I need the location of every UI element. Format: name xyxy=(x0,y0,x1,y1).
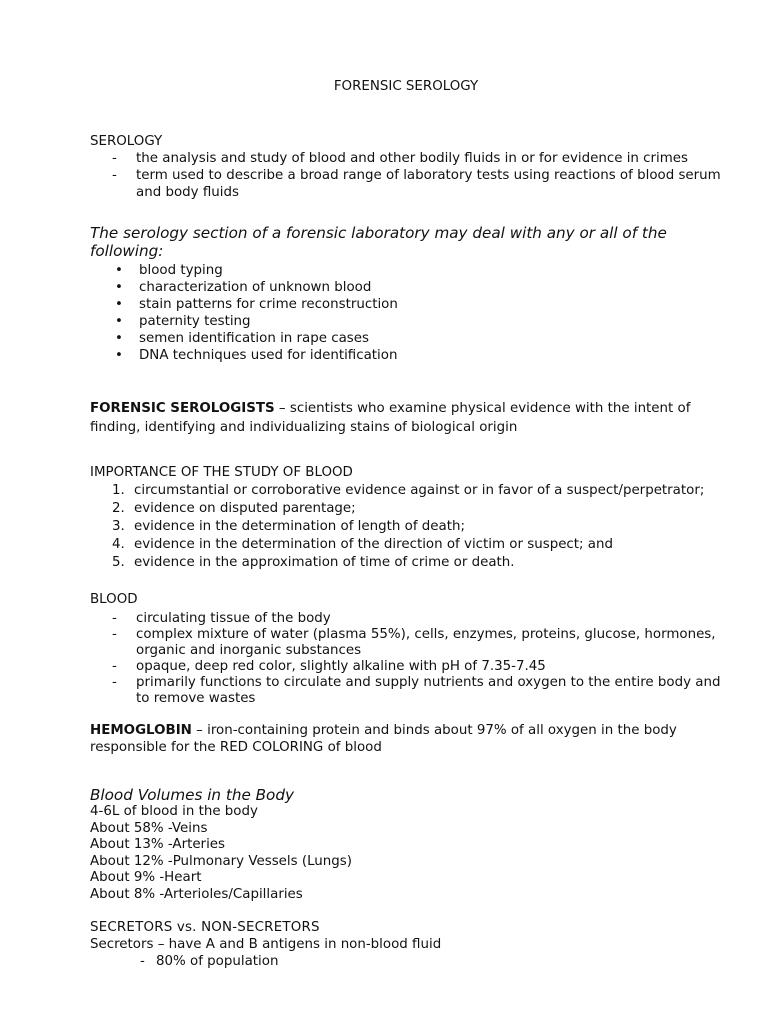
importance-section xyxy=(90,464,730,572)
list-item: - term used to describe a broad range of laboratory tests using reactions of blood serum and body fluids xyxy=(112,168,721,200)
list-item: 3. evidence in the determination of length of death; xyxy=(112,519,465,534)
list-item: • blood typing xyxy=(115,263,223,278)
volume-line: About 12% -Pulmonary Vessels (Lungs) xyxy=(90,853,352,869)
volume-line: About 8% -Arterioles/Capillaries xyxy=(90,886,303,902)
list-item: - the analysis and study of blood and other bodily fluids in or for evidence in crimes xyxy=(112,151,689,166)
page-title: FORENSIC SEROLOGY xyxy=(333,79,479,94)
secretors-heading: SECRETORS vs. NON-SECRETORS xyxy=(90,920,320,935)
list-item: - primarily functions to circulate and supply nutrients and oxygen to the entire body and to remove wastes xyxy=(112,675,721,706)
dash-marker: - xyxy=(112,168,117,183)
lab-section xyxy=(90,224,730,364)
serology-list xyxy=(90,150,730,201)
list-item: 2. evidence on disputed parentage; xyxy=(112,501,356,516)
serology-section xyxy=(90,133,730,201)
dash-marker: - xyxy=(112,675,117,690)
bullet-marker: • xyxy=(115,280,123,295)
dash-marker: - xyxy=(112,627,117,642)
secretors-line: Secretors – have A and B antigens in non-blood fluid xyxy=(90,937,442,952)
number-marker: 5. xyxy=(112,555,125,570)
list-item: - circulating tissue of the body xyxy=(112,611,331,626)
secretors-section xyxy=(90,919,730,970)
hemoglobin-term: HEMOGLOBIN xyxy=(90,723,192,738)
list-item: • semen identification in rape cases xyxy=(115,331,369,346)
dash-marker: - xyxy=(112,611,117,626)
list-item: - 80% of population xyxy=(140,954,279,969)
importance-list xyxy=(90,482,730,572)
volume-line: 4-6L of blood in the body xyxy=(90,804,258,819)
importance-heading: IMPORTANCE OF THE STUDY OF BLOOD xyxy=(90,465,353,480)
bullet-marker: • xyxy=(115,314,123,329)
number-marker: 4. xyxy=(112,537,125,552)
lab-section-lead: The serology section of a forensic laboratory may deal with any or all of the following: xyxy=(90,224,667,260)
serology-heading: SEROLOGY xyxy=(90,134,163,149)
list-item: 4. evidence in the determination of the direction of victim or suspect; and xyxy=(112,537,614,552)
list-item: 1. circumstantial or corroborative evidence against or in favor of a suspect/perpetrator; xyxy=(112,483,705,498)
volume-line: About 58% -Veins xyxy=(90,820,208,836)
dash-marker: - xyxy=(112,151,117,166)
list-item: • characterization of unknown blood xyxy=(115,280,372,295)
lab-section-list xyxy=(90,262,730,364)
hemoglobin-paragraph xyxy=(90,722,730,756)
bullet-marker: • xyxy=(115,263,123,278)
volumes-section xyxy=(90,787,730,904)
list-item: • stain patterns for crime reconstruction xyxy=(115,297,398,312)
list-item: - complex mixture of water (plasma 55%), cells, enzymes, proteins, glucose, hormones, organic and inorganic substances xyxy=(112,627,716,658)
list-item: 5. evidence in the approximation of time of crime or death. xyxy=(112,555,515,570)
bullet-marker: • xyxy=(115,348,123,363)
dash-marker: - xyxy=(140,954,145,969)
list-item: • DNA techniques used for identification xyxy=(115,348,398,363)
blood-list xyxy=(90,611,730,707)
number-marker: 3. xyxy=(112,519,125,534)
volume-line: About 13% -Arteries xyxy=(90,837,225,853)
blood-section xyxy=(90,592,730,707)
blood-heading: BLOOD xyxy=(90,592,138,607)
number-marker: 1. xyxy=(112,483,125,498)
secretors-list xyxy=(90,953,730,970)
serologists-definition: – scientists who examine physical evidence with the intent of finding, identifying and individualizing stains of biological origin xyxy=(90,401,691,435)
volumes-heading: Blood Volumes in the Body xyxy=(90,786,294,804)
number-marker: 2. xyxy=(112,501,125,516)
bullet-marker: • xyxy=(115,297,123,312)
serologists-term: FORENSIC SEROLOGISTS xyxy=(90,401,275,416)
list-item: • paternity testing xyxy=(115,314,251,329)
dash-marker: - xyxy=(112,659,117,674)
volume-line: About 9% -Heart xyxy=(90,870,202,886)
hemoglobin-definition: – iron-containing protein and binds about 97% of all oxygen in the body responsible for the RED COLORING of blood xyxy=(90,723,677,755)
list-item: - opaque, deep red color, slightly alkaline with pH of 7.35-7.45 xyxy=(112,659,546,674)
bullet-marker: • xyxy=(115,331,123,346)
serologists-paragraph xyxy=(90,399,730,437)
